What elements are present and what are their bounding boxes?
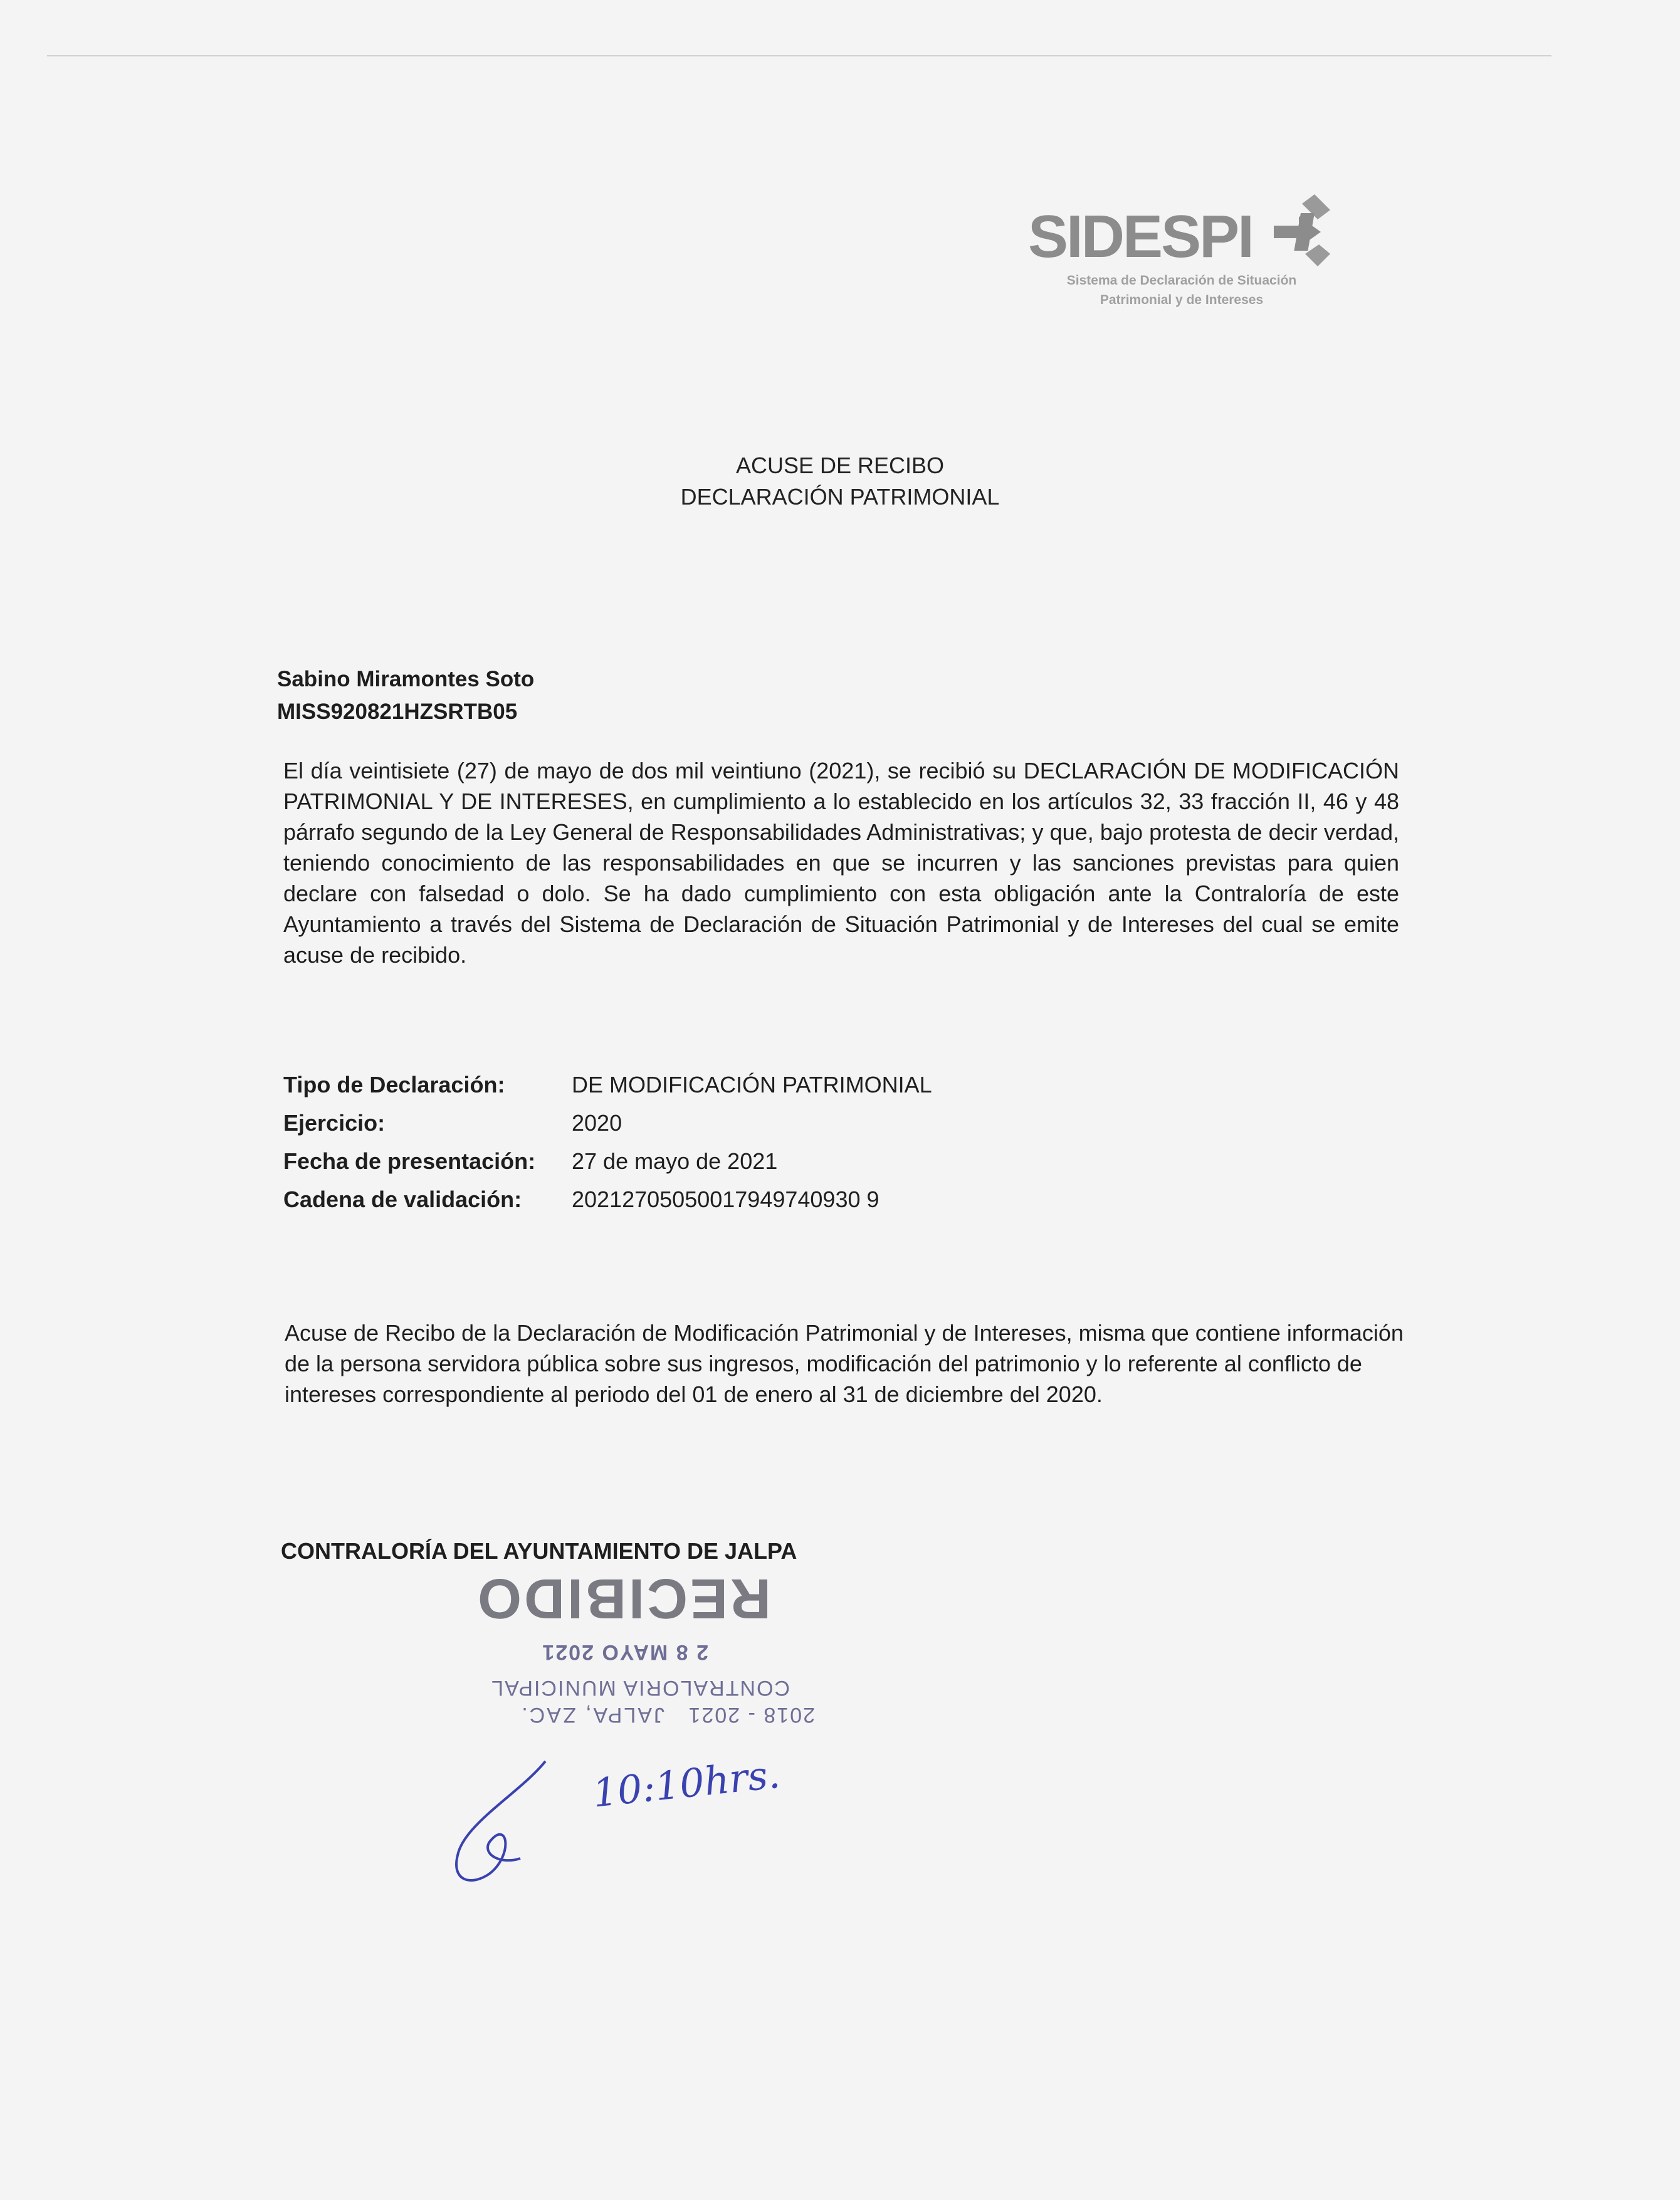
logo-subtitle bbox=[1028, 271, 1335, 310]
field-value: DE MODIFICACIÓN PATRIMONIAL bbox=[572, 1072, 932, 1097]
field-value: 20212705050017949740930 9 bbox=[572, 1186, 879, 1212]
title-line2: DECLARACIÓN PATRIMONIAL bbox=[680, 484, 1000, 510]
logo-subtitle-line1: Sistema de Declaración de Situación bbox=[1066, 273, 1297, 288]
declarant-block bbox=[277, 663, 534, 728]
field-label: Tipo de Declaración: bbox=[283, 1072, 505, 1097]
body-paragraph: El día veintisiete (27) de mayo de dos mil veintiuno (2021), se recibió su DECLARACIÓN DE MODIFICACIÓN PATRIMONIAL Y DE INTERESES, en cumplimiento a lo establecido en los artículos 32, 33 fracción II, 46 y 48 párrafo segundo de la Ley General de Responsabilidades Administrativas; y que, bajo protesta de decir verdad, teniendo conocimiento de las responsabilidades en que se incurren y las sanciones previstas para quien declare con falsedad o dolo. Se ha dado cumplimiento con esta obligación ante la Contraloría de este Ayuntamiento a través del Sistema de Declaración de Situación Patrimonial y de Intereses del cual se emite acuse de recibido. bbox=[283, 758, 1399, 968]
stamp-line3: 2018 - 2021 bbox=[687, 1703, 815, 1727]
field-label: Ejercicio: bbox=[283, 1110, 386, 1136]
stamp-word: RECIBIDO bbox=[475, 1567, 771, 1630]
logo-subtitle-line2: Patrimonial y de Intereses bbox=[1100, 293, 1264, 307]
title-line1: ACUSE DE RECIBO bbox=[735, 453, 945, 478]
document-title bbox=[0, 450, 1680, 513]
field-value: 2020 bbox=[572, 1110, 622, 1136]
stamp-line1: JALPA, ZAC. bbox=[520, 1703, 664, 1727]
arrow-icon bbox=[1268, 188, 1336, 270]
field-value: 27 de mayo de 2021 bbox=[572, 1148, 778, 1174]
sidespi-logo bbox=[1028, 188, 1329, 313]
field-label: Fecha de presentación: bbox=[283, 1148, 536, 1174]
stamp-handwritten-time: 10:10hrs. bbox=[590, 1751, 782, 1816]
signature-scribble bbox=[456, 1761, 545, 1880]
stamp-line2: CONTRALORIA MUNICIPAL bbox=[490, 1676, 790, 1700]
organization-name: CONTRALORÍA DEL AYUNTAMIENTO DE JALPA bbox=[281, 1538, 797, 1564]
declarant-name: Sabino Miramontes Soto bbox=[277, 667, 535, 691]
stamp-date: 2 8 MAYO 2021 bbox=[541, 1640, 708, 1664]
received-stamp bbox=[426, 1567, 853, 1905]
summary-paragraph: Acuse de Recibo de la Declaración de Modificación Patrimonial y de Intereses, misma que contiene información de la persona servidora pública sobre sus ingresos, modificación del patrimonio y lo referente al conflicto de intereses correspondiente al periodo del 01 de enero al 31 de diciembre del 2020. bbox=[285, 1320, 1404, 1407]
logo-wordmark: SIDESPI bbox=[1028, 203, 1252, 270]
top-rule bbox=[47, 55, 1551, 56]
field-label: Cadena de validación: bbox=[283, 1186, 522, 1212]
declarant-id: MISS920821HZSRTB05 bbox=[277, 699, 518, 724]
